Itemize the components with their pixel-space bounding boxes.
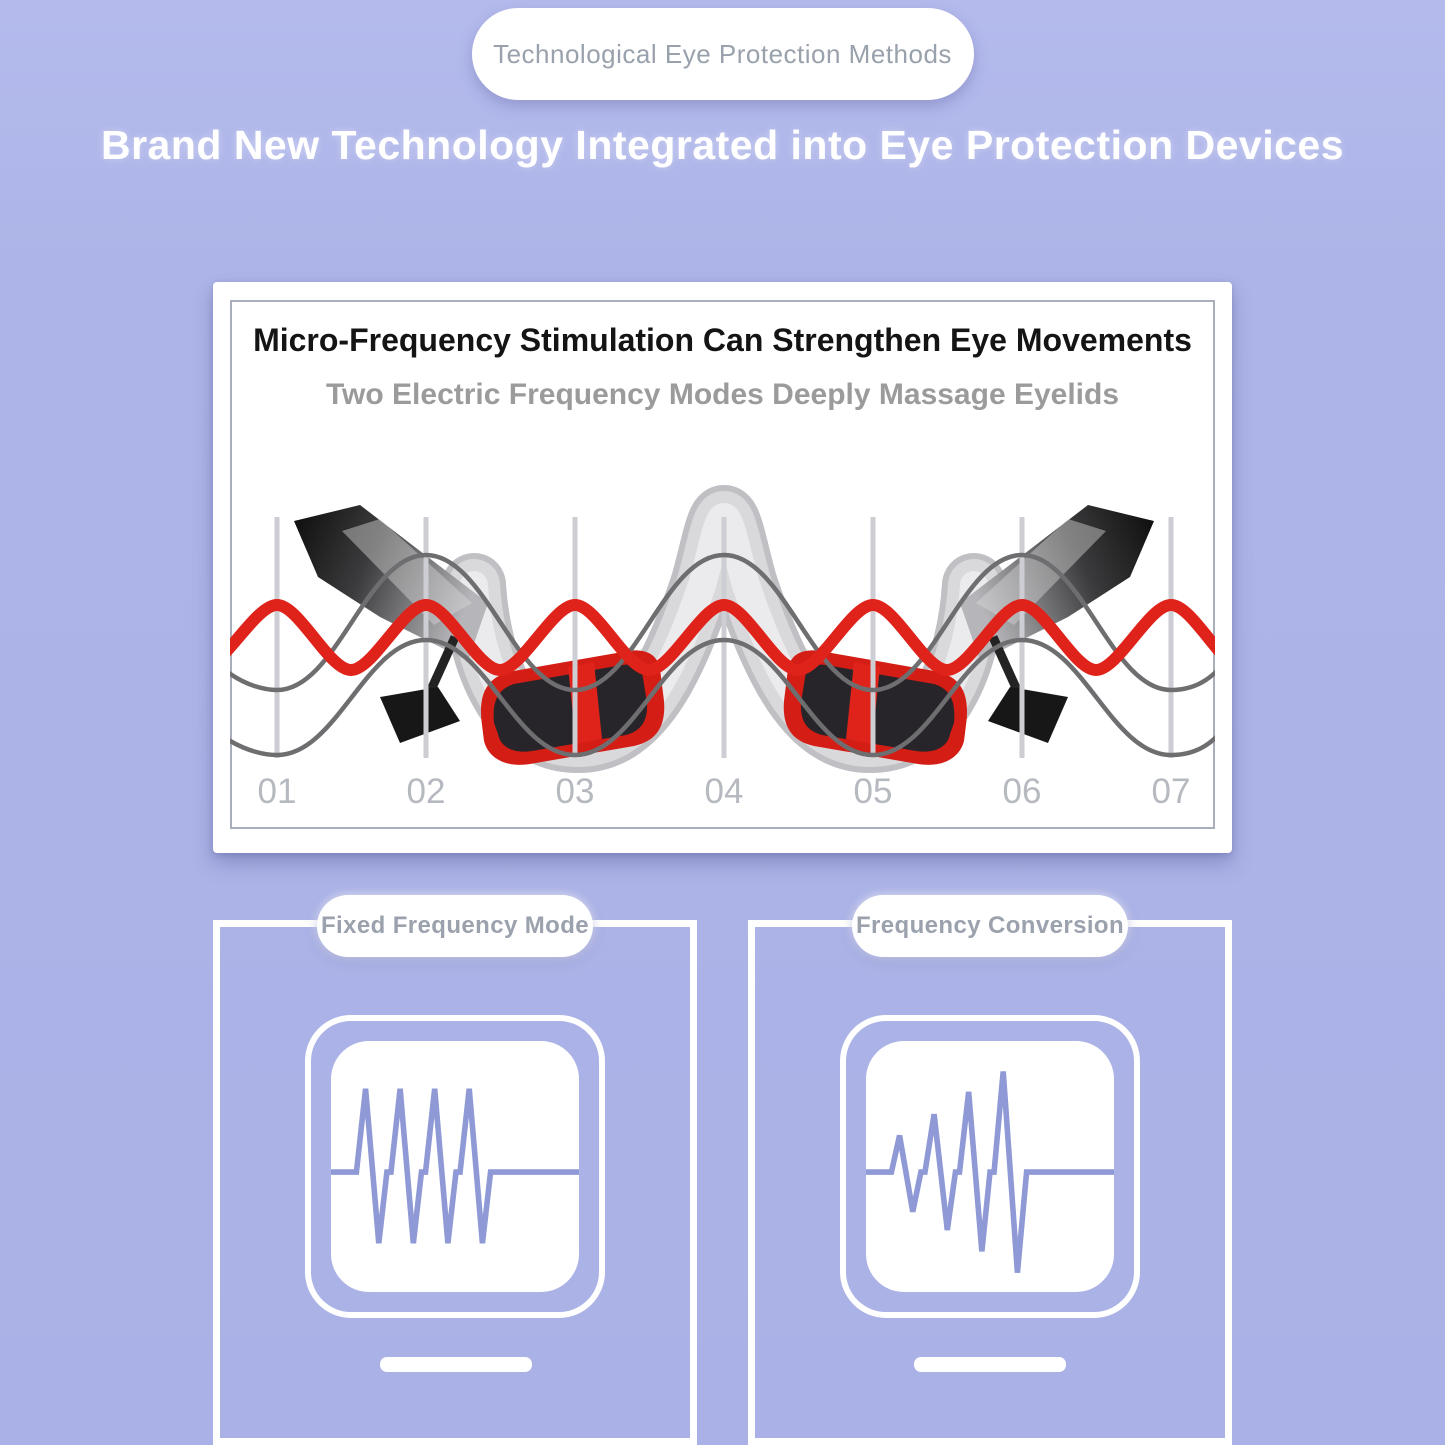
main-card-subheading: Two Electric Frequency Modes Deeply Massage Eyelids — [325, 378, 1120, 411]
top-banner-label: Technological Eye Protection Methods — [493, 38, 952, 69]
scale-label: 02 — [406, 772, 446, 811]
scale-label: 01 — [257, 772, 297, 811]
fixed-frequency-underline-bar — [380, 1357, 532, 1372]
top-banner-pill — [472, 8, 974, 100]
variable-frequency-waveform-icon — [866, 1041, 1114, 1292]
frequency-conversion-icon-tile — [866, 1041, 1114, 1292]
frequency-conversion-underline-bar — [914, 1357, 1066, 1372]
frequency-conversion-label: Frequency Conversion — [855, 912, 1125, 939]
fixed-frequency-waveform-icon — [331, 1041, 579, 1292]
fixed-frequency-mode-pill — [317, 895, 593, 957]
main-feature-card — [213, 282, 1232, 853]
scale-labels — [258, 772, 1191, 811]
page-title: Brand New Technology Integrated into Eye Protection Devices — [100, 122, 1345, 168]
left-arm-foot — [380, 687, 460, 743]
scale-label: 04 — [704, 772, 744, 811]
fixed-frequency-icon-frame — [305, 1015, 605, 1318]
scale-label: 05 — [853, 772, 893, 811]
eye-massager-frequency-diagram — [230, 455, 1215, 815]
frequency-conversion-icon-frame — [840, 1015, 1140, 1318]
main-card-heading: Micro-Frequency Stimulation Can Strengthen Eye Movements — [253, 322, 1192, 358]
fixed-frequency-mode-label: Fixed Frequency Mode — [320, 912, 590, 939]
right-arm-foot — [988, 687, 1068, 743]
frequency-conversion-pill — [852, 895, 1128, 957]
scale-label: 06 — [1002, 772, 1042, 811]
scale-label: 07 — [1151, 772, 1191, 811]
scale-label: 03 — [555, 772, 595, 811]
fixed-frequency-icon-tile — [331, 1041, 579, 1292]
